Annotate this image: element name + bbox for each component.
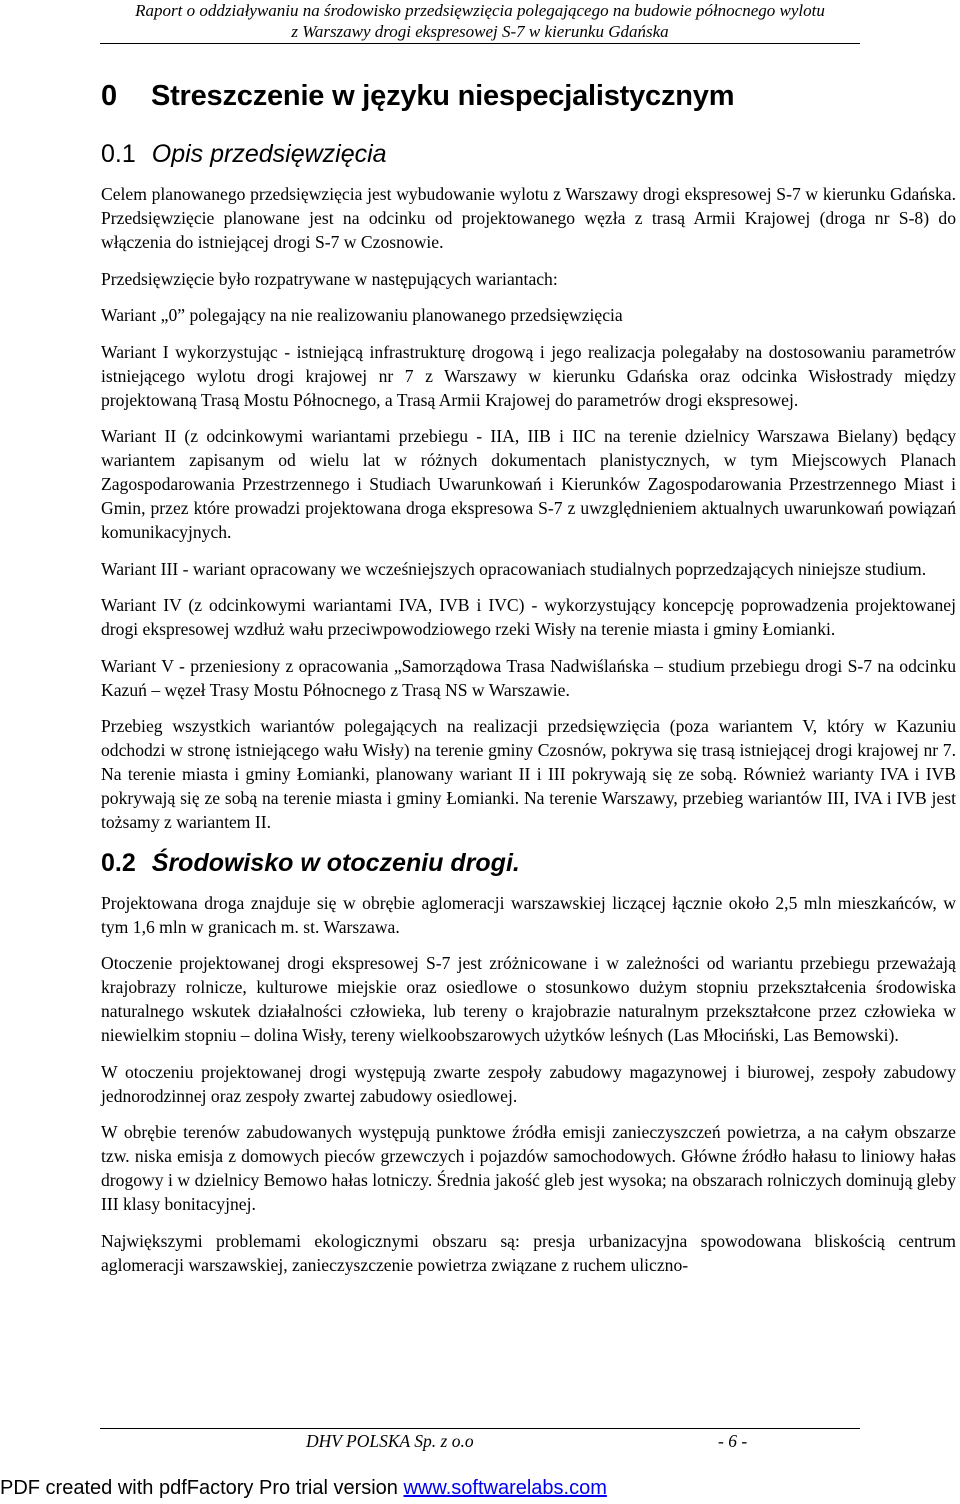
paragraph-variant-5: Wariant V - przeniesiony z opracowania „Samorządowa Trasa Nadwiślańska – studium przebiegu drogi S-7 na odcinku Kazuń – węzeł Trasy Mostu Północnego z Trasą NS w Warszawie. — [101, 655, 956, 700]
section-0-title: Streszczenie w języku niespecjalistycznym — [150, 80, 735, 112]
header-line-2: z Warszawy drogi ekspresowej S-7 w kierunku Gdańska — [291, 22, 669, 41]
paragraph-agglomeration: Projektowana droga znajduje się w obrębie aglomeracji warszawskiej liczącej łącznie około 2,5 mln mieszkańców, w tym 1,6 mln w granicach m. st. Warszawa. — [101, 892, 956, 937]
header-line-1: Raport o oddziaływaniu na środowisko przedsięwzięcia polegającego na budowie północnego wylotu — [135, 1, 825, 20]
section-0-2-heading — [101, 847, 956, 879]
header-rule — [100, 43, 860, 44]
paragraph-variant-4: Wariant IV (z odcinkowymi wariantami IVA, IVB i IVC) - wykorzystujący koncepcję poprowadzenia projektowanej drogi ekspresowej wzdłuż wału przeciwpowodziowego rzeki Wisły na terenie miasta i gminy Łomianki. — [101, 595, 956, 639]
running-header — [100, 0, 860, 42]
section-0-1-heading — [101, 138, 956, 170]
paragraph-variants-course: Przebieg wszystkich wariantów polegających na realizacji przedsięwzięcia (poza wariantem V, który w Kazuniu odchodzi w stronę istniejącego wału Wisły) na terenie gminy Czosnów, pokrywa się trasą istniejącej drogi krajowej nr 7. Na terenie miasta i gminy Łomianki, planowany wariant II i III pokrywają się ze sobą. Również warianty IVA i IVB pokrywają się ze sobą na terenie miasta i gminy Łomianki. Na terenie Warszawy, przebieg wariantów III, IVA i IVB jest tożsamy z wariantem II. — [101, 716, 956, 832]
paragraph-surroundings: Otoczenie projektowanej drogi ekspresowej S-7 jest zróżnicowane i w zależności od wariantu przebiegu przeważają krajobrazy rolnicze, kulturowe miejskie oraz osiedlowe o stosunkowo dużym stopniu przekształcenia środowiska naturalnego wskutek działalności człowieka, lub tereny o krajobrazie naturalnym przekształcone przez człowieka w niewielkim stopniu – dolina Wisły, tereny wielkoobszarowych użytków leśnych (Las Młociński, Las Bemowski). — [101, 953, 956, 1045]
paragraph-variant-2: Wariant II (z odcinkowymi wariantami przebiegu - IIA, IIB i IIC na terenie dzielnicy Warszawa Bielany) będący wariantem zapisanym od wielu lat w różnych dokumentach planistycznych, w tym Miejscowych Planach Zagospodarowania Przestrzennego i Studiach Uwarunkowań i Kierunków Zagospodarowania Przestrzennego Miast i Gmin, przez które prowadzi projektowana droga ekspresowa S-7 z uwzględnieniem aktualnych uwarunkowań powiązań komunikacyjnych. — [101, 426, 956, 542]
section-0-1-number: 0.1 — [101, 140, 136, 168]
paragraph-variants-intro: Przedsięwzięcie było rozpatrywane w następujących wariantach: — [101, 268, 558, 289]
section-0-heading — [101, 78, 956, 114]
paragraph-buildings: W otoczeniu projektowanej drogi występują zwarte zespoły zabudowy magazynowej i biurowej, zespoły zabudowy jednorodzinnej oraz zespoły zwartej zabudowy osiedlowej. — [101, 1061, 956, 1106]
paragraph-variant-1: Wariant I wykorzystując - istniejącą infrastrukturę drogową i jego realizacja polegałaby na dostosowaniu parametrów istniejącego wylotu drogi krajowej nr 7 z Warszawy w kierunku Gdańska oraz odcinka Wisłostrady między projektowaną Trasą Mostu Północnego, a Trasą Armii Krajowej do parametrów drogi ekspresowej. — [101, 341, 956, 410]
section-0-2-number: 0.2 — [101, 848, 136, 877]
paragraph-variant-0: Wariant „0” polegający na nie realizowaniu planowanego przedsięwzięcia — [101, 305, 623, 325]
pdf-note-text: PDF created with pdfFactory Pro trial version — [0, 1477, 404, 1499]
softwarelabs-link[interactable]: www.softwarelabs.com — [403, 1477, 607, 1499]
pdf-creator-note — [0, 1475, 960, 1501]
paragraph-problems: Największymi problemami ekologicznymi obszaru są: presja urbanizacyjna spowodowana bliskością centrum aglomeracji warszawskiej, zanieczyszczenie powietrza związane z ruchem ulicznо- — [101, 1230, 956, 1275]
page-number: - 6 - — [718, 1431, 748, 1451]
section-0-2-title: Środowisko w otoczeniu drogi. — [151, 848, 520, 877]
section-0-1-title: Opis przedsięwzięcia — [151, 140, 387, 168]
paragraph-emissions: W obrębie terenów zabudowanych występują punktowe źródła emisji zanieczyszczeń powietrza, a na całym obszarze tzw. niska emisja z domowych pieców grzewczych i pojazdów samochodowych. Główne źródło hałasu to liniowy hałas drogowy i w dzielnicy Bemowo hałas lotniczy. Średnia jakość gleb jest wysoka; na obszarach rolniczych dominują gleby III klasy bonitacyjnej. — [101, 1122, 956, 1214]
paragraph-variant-3: Wariant III - wariant opracowany we wcześniejszych opracowaniach studialnych poprzedzających niniejsze studium. — [101, 558, 927, 579]
paragraph-purpose: Celem planowanego przedsięwzięcia jest wybudowanie wylotu z Warszawy drogi ekspresowej S-7 w kierunku Gdańska. Przedsięwzięcie planowane jest na odcinku od projektowanego węzła z trasą Armii Krajowej (droga nr S-8) do włączenia do istniejącej drogi S-7 w Czosnowie. — [101, 184, 956, 252]
footer-company: DHV POLSKA Sp. z o.o — [306, 1431, 474, 1451]
page-footer — [100, 1428, 860, 1451]
section-0-number: 0 — [101, 80, 117, 112]
page-content — [101, 78, 956, 1289]
